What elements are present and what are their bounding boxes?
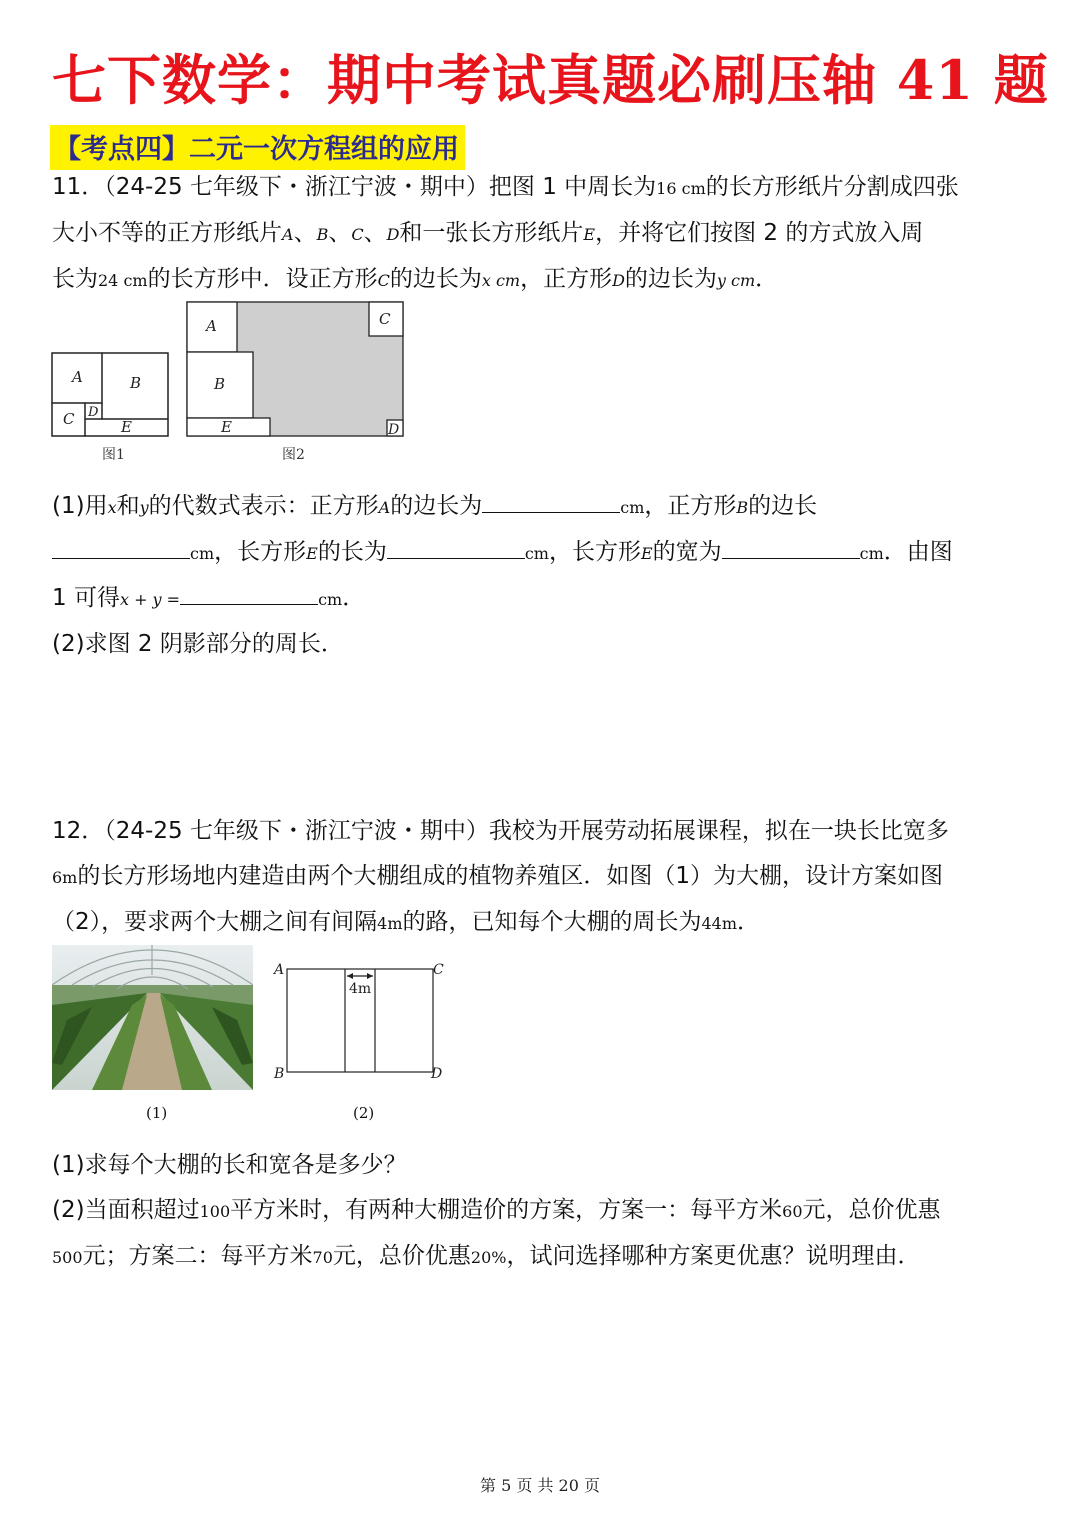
q11-part2: (2)求图 2 阴影部分的周长． bbox=[52, 631, 344, 657]
greenhouse-photo bbox=[52, 945, 253, 1090]
fig1-label-a: A bbox=[72, 368, 83, 386]
fig2-label-d: D bbox=[388, 422, 400, 438]
fig1-caption: 图1 bbox=[102, 447, 125, 463]
fig2-caption: 图2 bbox=[282, 447, 305, 463]
fig2-label-b: B bbox=[214, 375, 226, 393]
q11-line2: 大小不等的正方形纸片A、B、C、D和一张长方形纸片E，并将它们按图 2 的方式放入周 bbox=[52, 220, 924, 246]
greenhouse-plan bbox=[268, 955, 458, 1090]
fig1-label-b: B bbox=[130, 374, 142, 392]
fig1-label-e: E bbox=[121, 418, 132, 436]
q11-part1 bbox=[52, 484, 1032, 667]
plan-label-c: C bbox=[433, 962, 444, 978]
q11-part1-line1: (1)用x和y的代数式表示：正方形A的边长为 cm，正方形B的边长 bbox=[52, 484, 1032, 530]
q12-line1: 12．（24-25 七年级下・浙江宁波・期中）我校为开展劳动拓展课程，拟在一块长比宽多 bbox=[52, 818, 949, 844]
fig2-label-c: C bbox=[379, 310, 391, 328]
q11-part1-line3: 1 可得x + y = cm． bbox=[52, 576, 1032, 622]
page-title: 七下数学：期中考试真题必刷压轴 41 题 bbox=[52, 48, 1049, 112]
plan-label-a: A bbox=[274, 962, 285, 978]
q11-figures bbox=[48, 298, 418, 470]
answer-blank-5[interactable] bbox=[180, 582, 318, 605]
fig2-label-e: E bbox=[221, 418, 232, 436]
fig1-label-c: C bbox=[63, 410, 75, 428]
answer-blank-2[interactable] bbox=[52, 536, 190, 559]
section-tag: 【考点四】二元一次方程组的应用 bbox=[50, 125, 465, 170]
photo-caption: (1) bbox=[146, 1104, 168, 1122]
q12-stem bbox=[52, 809, 1032, 946]
plan-label-b: B bbox=[274, 1066, 285, 1082]
q11-line3: 长为24 cm的长方形中．设正方形C的边长为x cm，正方形D的边长为y cm． bbox=[52, 266, 779, 292]
q11-part1-line2: cm，长方形E的长为 cm，长方形E的宽为 cm．由图 bbox=[52, 530, 1032, 576]
q11-line1: 11．（24-25 七年级下・浙江宁波・期中）把图 1 中周长为16 cm的长方形纸片分割成四张 bbox=[52, 174, 959, 200]
diagram-caption: (2) bbox=[353, 1104, 375, 1122]
plan-label-d: D bbox=[431, 1066, 443, 1082]
plan-gap-label: 4m bbox=[349, 981, 372, 997]
q11-stem bbox=[52, 165, 1032, 303]
q12-line2: 6m的长方形场地内建造由两个大棚组成的植物养殖区．如图（1）为大棚，设计方案如图 bbox=[52, 863, 943, 889]
q12-part2-line1: (2)当面积超过100平方米时，有两种大棚造价的方案，方案一：每平方米60元，总价优惠 bbox=[52, 1197, 941, 1223]
q12-part1: (1)求每个大棚的长和宽各是多少？ bbox=[52, 1152, 407, 1178]
answer-blank-1[interactable] bbox=[482, 490, 620, 513]
fig1-label-d: D bbox=[88, 405, 99, 420]
q12-parts bbox=[52, 1143, 1032, 1280]
answer-blank-4[interactable] bbox=[722, 536, 860, 559]
fig2-label-a: A bbox=[206, 317, 217, 335]
answer-blank-3[interactable] bbox=[387, 536, 525, 559]
q12-part2-line2: 500元；方案二：每平方米70元，总价优惠20%，试问选择哪种方案更优惠？说明理由． bbox=[52, 1243, 921, 1269]
page-footer: 第 5 页 共 20 页 bbox=[480, 1476, 600, 1495]
q12-line3: （2），要求两个大棚之间有间隔4m的路，已知每个大棚的周长为44m． bbox=[52, 909, 761, 935]
figure-2 bbox=[187, 302, 403, 436]
